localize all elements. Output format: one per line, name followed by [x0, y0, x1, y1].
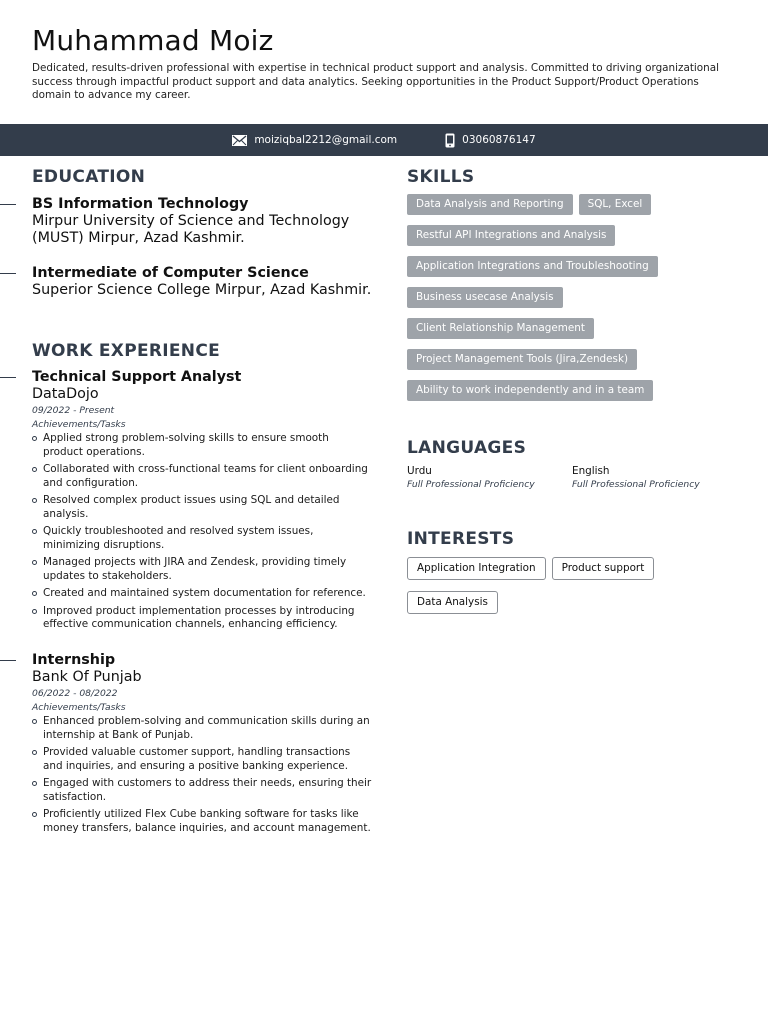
email-text: moiziqbal2212@gmail.com	[254, 134, 398, 146]
job-title: Technical Support Analyst	[32, 368, 242, 385]
right-column	[407, 165, 737, 614]
profile-summary: Dedicated, results-driven professional with expertise in technical product support and analysis. Committed to driving organizational success through impactful product support and data analytics. Seeking opportunities in the Product Support/Product Operations domain to advance my career.	[32, 62, 719, 101]
skill-tag: Business usecase Analysis	[407, 287, 563, 308]
task-item	[32, 587, 372, 601]
bullet-circle-icon	[32, 750, 37, 755]
language-item	[407, 464, 572, 491]
task-item	[32, 777, 372, 804]
timeline-marker	[0, 273, 16, 274]
job-company: Bank Of Punjab	[32, 668, 142, 685]
languages-list	[407, 464, 737, 491]
bullet-circle-icon	[32, 560, 37, 565]
interests-list	[407, 557, 707, 614]
task-text: Improved product implementation processes by introducing effective communication channels, enhancing efficiency.	[43, 604, 355, 630]
task-list	[32, 432, 372, 632]
timeline-marker	[0, 660, 16, 661]
task-text: Collaborated with cross-functional teams for client onboarding and configuration.	[43, 463, 368, 489]
job-title: Internship	[32, 651, 116, 668]
bullet-circle-icon	[32, 812, 37, 817]
bullet-circle-icon	[32, 591, 37, 596]
task-item	[32, 525, 372, 552]
skills-title: SKILLS	[407, 167, 475, 187]
job-achievements-label: Achievements/Tasks	[32, 419, 126, 430]
task-item	[32, 605, 372, 632]
language-name: Urdu	[407, 465, 432, 477]
envelope-icon	[232, 135, 247, 146]
skill-tag: Project Management Tools (Jira,Zendesk)	[407, 349, 637, 370]
task-item	[32, 808, 372, 835]
task-text: Applied strong problem-solving skills to ensure smooth product operations.	[43, 432, 329, 458]
bullet-circle-icon	[32, 467, 37, 472]
skill-tag: Client Relationship Management	[407, 318, 594, 339]
task-item	[32, 494, 372, 521]
job-entry	[32, 652, 372, 836]
bullet-circle-icon	[32, 609, 37, 614]
skill-tag: Application Integrations and Troubleshooting	[407, 256, 658, 277]
education-title: EDUCATION	[32, 167, 146, 187]
mobile-phone-icon	[445, 133, 455, 148]
resume-header	[32, 22, 732, 103]
task-text: Proficiently utilized Flex Cube banking software for tasks like money transfers, balance inquiries, and account management.	[43, 808, 371, 834]
bullet-circle-icon	[32, 436, 37, 441]
job-company: DataDojo	[32, 385, 99, 402]
skill-tag: SQL, Excel	[579, 194, 652, 215]
contact-bar	[0, 124, 768, 156]
bullet-circle-icon	[32, 781, 37, 786]
language-item	[572, 464, 737, 491]
candidate-name: Muhammad Moiz	[32, 24, 274, 57]
interest-tag: Application Integration	[407, 557, 546, 580]
bullet-circle-icon	[32, 529, 37, 534]
task-list	[32, 715, 372, 835]
job-entry	[32, 369, 372, 632]
task-text: Managed projects with JIRA and Zendesk, providing timely updates to stakeholders.	[43, 556, 347, 582]
skills-list	[407, 194, 737, 401]
work-experience-title: WORK EXPERIENCE	[32, 340, 221, 361]
contact-phone[interactable]	[445, 133, 536, 148]
education-degree: Intermediate of Computer Science	[32, 265, 309, 281]
task-item	[32, 715, 372, 742]
language-name: English	[572, 465, 610, 477]
task-item	[32, 556, 372, 583]
left-column	[32, 165, 372, 839]
timeline-marker	[0, 204, 16, 205]
contact-email[interactable]	[232, 134, 397, 146]
task-item	[32, 746, 372, 773]
phone-text: 03060876147	[462, 134, 536, 146]
task-item	[32, 432, 372, 459]
task-text: Resolved complex product issues using SQL and detailed analysis.	[43, 494, 340, 520]
job-dates: 06/2022 - 08/2022	[32, 688, 118, 699]
skill-tag: Restful API Integrations and Analysis	[407, 225, 615, 246]
timeline-marker	[0, 377, 16, 378]
bullet-circle-icon	[32, 498, 37, 503]
skill-tag: Data Analysis and Reporting	[407, 194, 573, 215]
education-school: Superior Science College Mirpur, Azad Kashmir.	[32, 282, 372, 298]
language-level: Full Professional Proficiency	[407, 479, 535, 490]
job-achievements-label: Achievements/Tasks	[32, 702, 126, 713]
skill-tag: Ability to work independently and in a team	[407, 380, 653, 401]
education-item	[32, 265, 372, 299]
language-level: Full Professional Proficiency	[572, 479, 700, 490]
interest-tag: Data Analysis	[407, 591, 498, 614]
job-dates: 09/2022 - Present	[32, 405, 115, 416]
interests-title: INTERESTS	[407, 529, 515, 549]
task-text: Created and maintained system documentation for reference.	[43, 587, 366, 599]
education-school: Mirpur University of Science and Technology (MUST) Mirpur, Azad Kashmir.	[32, 213, 350, 246]
education-item	[32, 196, 372, 246]
task-item	[32, 463, 372, 490]
task-text: Enhanced problem-solving and communication skills during an internship at Bank of Punjab.	[43, 715, 370, 741]
task-text: Quickly troubleshooted and resolved system issues, minimizing disruptions.	[43, 525, 314, 551]
interest-tag: Product support	[552, 557, 655, 580]
task-text: Engaged with customers to address their needs, ensuring their satisfaction.	[43, 777, 372, 803]
education-degree: BS Information Technology	[32, 196, 249, 212]
task-text: Provided valuable customer support, handling transactions and inquiries, and ensuring a positive banking experience.	[43, 746, 351, 772]
languages-title: LANGUAGES	[407, 438, 527, 458]
bullet-circle-icon	[32, 719, 37, 724]
